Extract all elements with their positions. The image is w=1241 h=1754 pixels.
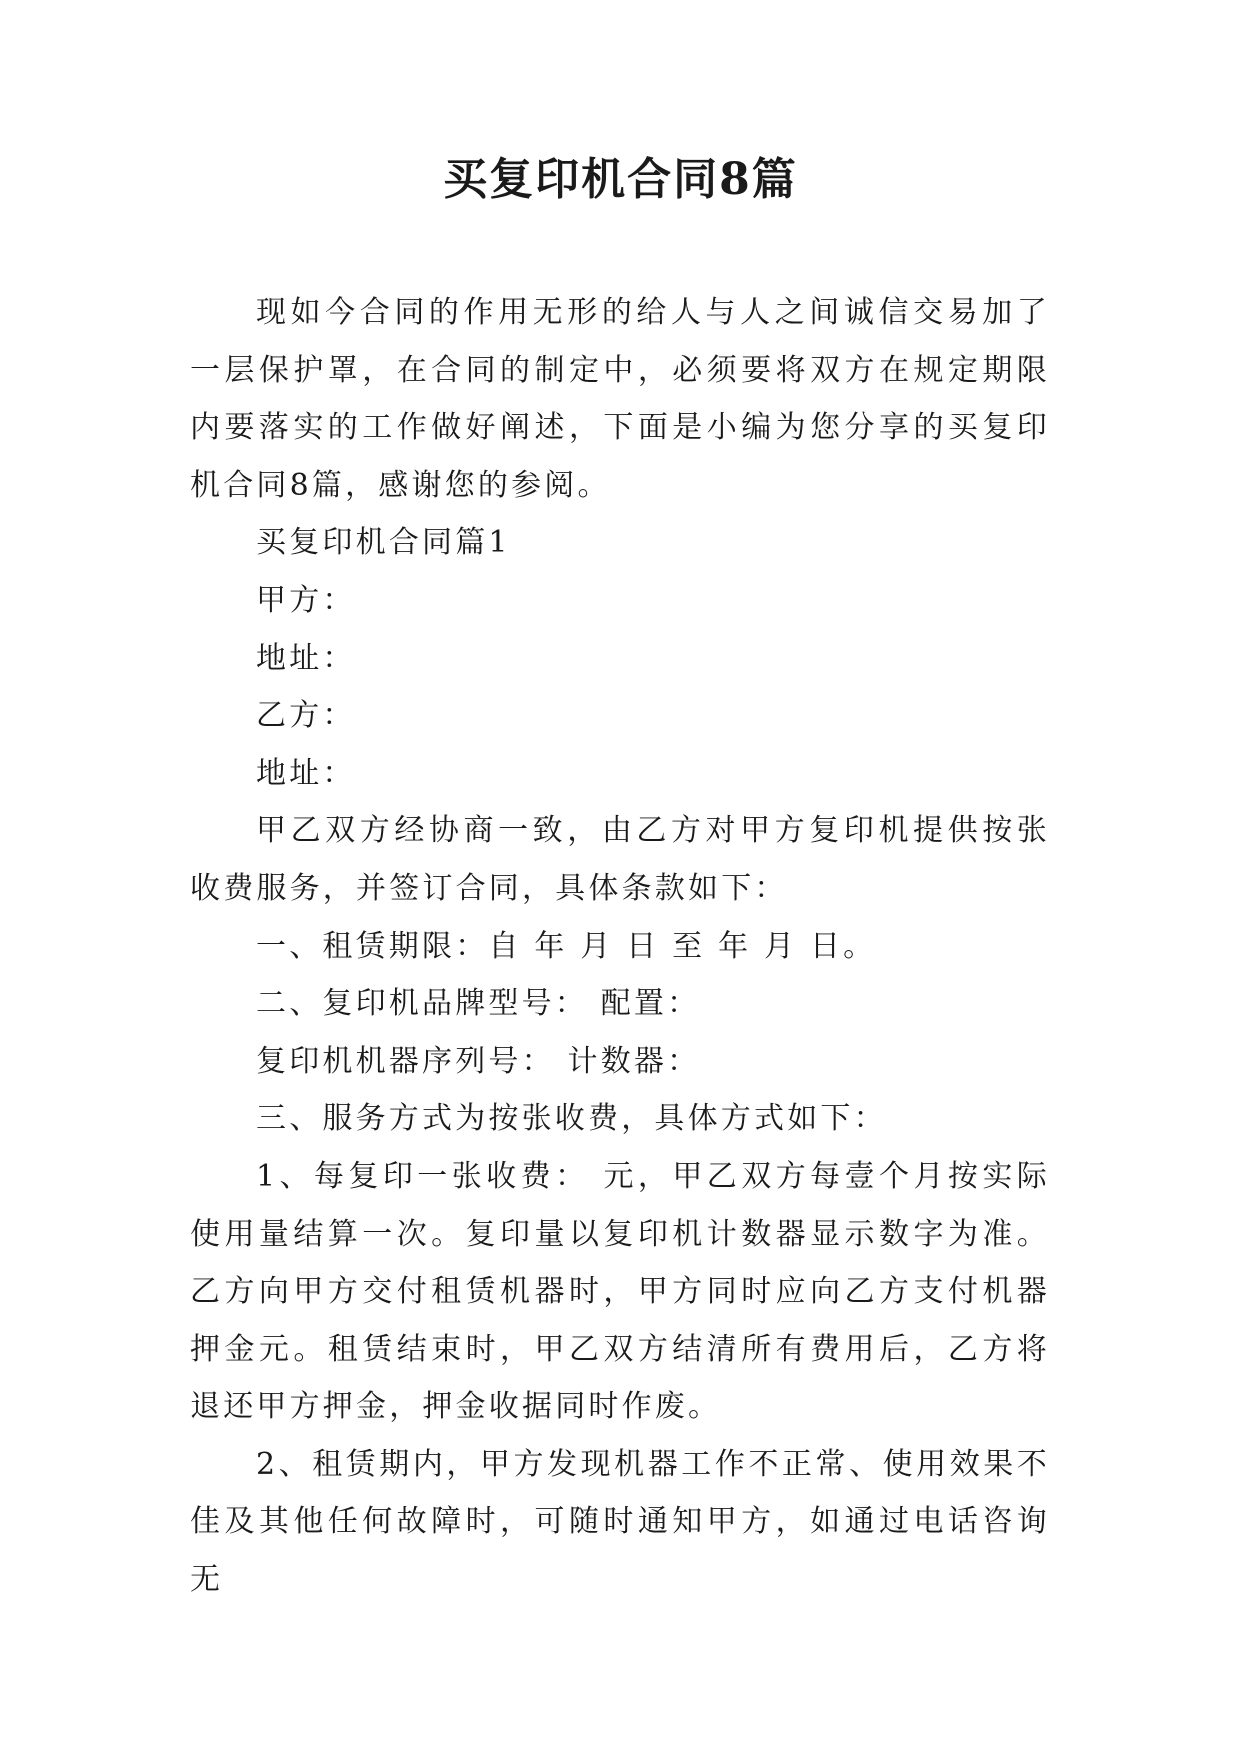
document-body [190,284,1050,1609]
clause-fee-per-copy: 1、每复印一张收费： 元，甲乙双方每壹个月按实际使用量结算一次。复印量以复印机计数器显示数字为准。乙方向甲方交付租赁机器时，甲方同时应向乙方支付机器押金元。租赁结束时，甲乙双方结清所有费用后，乙方将退还甲方押金，押金收据同时作废。 [190,1158,1050,1425]
section-heading: 买复印机合同篇1 [256,525,511,561]
intro-paragraph: 现如今合同的作用无形的给人与人之间诚信交易加了一层保护罩，在合同的制定中，必须要将双方在规定期限内要落实的工作做好阐述，下面是小编为您分享的买复印机合同8篇，感谢您的参阅。 [190,295,1050,503]
agreement-paragraph: 甲乙双方经协商一致，由乙方对甲方复印机提供按张收费服务，并签订合同，具体条款如下： [190,813,1050,906]
document-title: 买复印机合同8篇 [443,154,798,205]
clause-printer-model: 二、复印机品牌型号： 配置： [256,986,701,1022]
party-b-line: 乙方： [256,698,356,734]
party-b-address-line: 地址： [256,755,356,791]
party-a-line: 甲方： [256,582,356,618]
clause-service-method: 三、服务方式为按张收费，具体方式如下： [256,1101,887,1137]
clause-malfunction: 2、租赁期内，甲方发现机器工作不正常、使用效果不佳及其他任何故障时，可随时通知甲方，如通过电话咨询无 [190,1446,1050,1598]
clause-lease-term: 一、租赁期限：自 年 月 日 至 年 月 日。 [256,928,877,964]
party-a-address-line: 地址： [256,640,356,676]
clause-serial-number: 复印机机器序列号： 计数器： [256,1043,701,1079]
